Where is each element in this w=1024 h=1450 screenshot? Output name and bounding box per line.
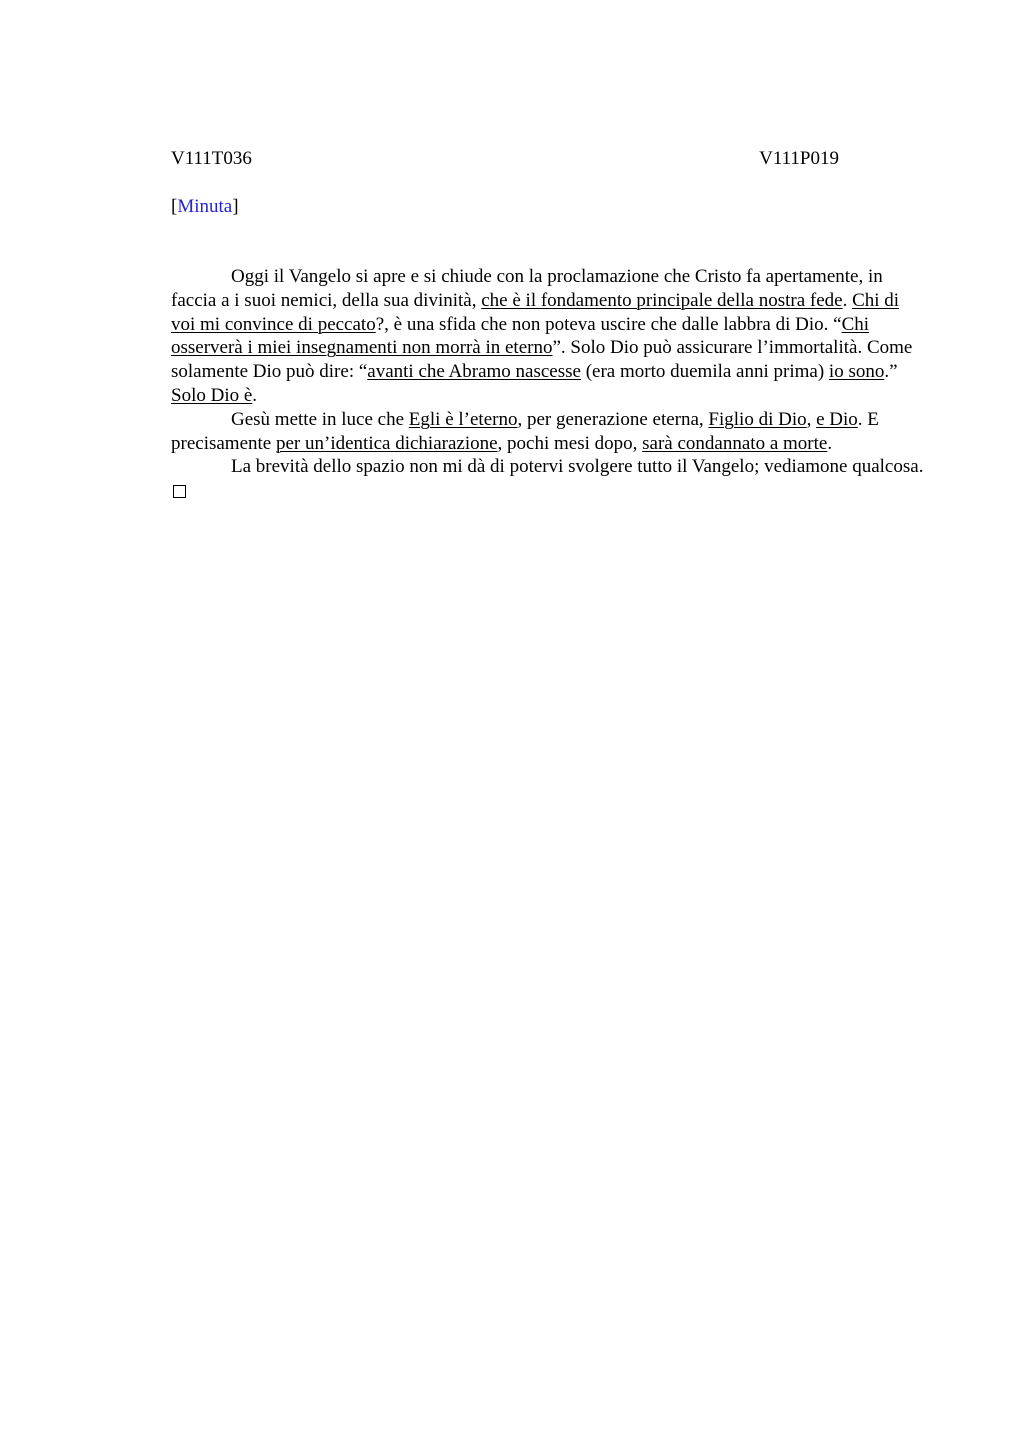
underlined-text: e Dio: [816, 408, 858, 430]
underlined-text: avanti che Abramo nascesse: [367, 361, 581, 383]
underlined-text: Solo Dio è: [171, 384, 253, 406]
draft-tag: [171, 195, 239, 219]
text-segment: . E precisamente: [171, 408, 879, 454]
underlined-text: che è il fondamento principale della nostra fede: [481, 289, 843, 311]
underlined-text: Figlio di Dio: [708, 408, 807, 430]
tag-close-bracket: ]: [232, 196, 239, 217]
text-segment: , per generazione eterna,: [517, 408, 709, 430]
text-segment: .”: [884, 361, 898, 383]
tag-open-bracket: [: [171, 196, 178, 217]
text-segment: ,: [806, 408, 817, 430]
document-body: [171, 265, 927, 498]
document-codes: [171, 147, 839, 171]
minuta-link[interactable]: Minuta: [177, 196, 233, 217]
text-segment: .: [252, 384, 258, 406]
underlined-text: Egli è l’eterno: [408, 408, 518, 430]
paragraph-1: [171, 265, 927, 408]
text-segment: La brevità dello spazio non mi dà di potervi svolgere tutto il Vangelo; vediamone qualcosa.: [231, 456, 924, 478]
paragraph-2: [171, 408, 927, 456]
underlined-text: io sono: [828, 361, 885, 383]
underlined-text: sarà condannato a morte: [642, 432, 828, 454]
paragraph-3: [171, 455, 927, 479]
text-segment: .: [842, 289, 853, 311]
text-segment: ?, è una sfida che non poteva uscire che dalle labbra di Dio. “: [375, 313, 842, 335]
text-segment: ”. Solo Dio può assicurare l’immortalità. Come solamente Dio può dire: “: [171, 337, 913, 383]
document-code-right: V111P019: [759, 148, 839, 169]
underlined-text: per un’identica dichiarazione: [275, 432, 498, 454]
square-outline-icon: [173, 485, 186, 498]
underlined-text: Chi di voi mi convince di peccato: [171, 289, 900, 335]
document-code-left: V111T036: [171, 148, 252, 169]
underlined-text: Chi osserverà i miei insegnamenti non morrà in eterno: [171, 313, 870, 359]
text-segment: , pochi mesi dopo,: [497, 432, 643, 454]
text-segment: (era morto duemila anni prima): [580, 361, 829, 383]
text-segment: Oggi il Vangelo si apre e si chiude con la proclamazione che Cristo fa apertamente, in faccia a i suoi nemici, della sua divinità,: [171, 266, 883, 311]
text-segment: .: [827, 432, 833, 454]
text-segment: Gesù mette in luce che: [231, 408, 409, 430]
